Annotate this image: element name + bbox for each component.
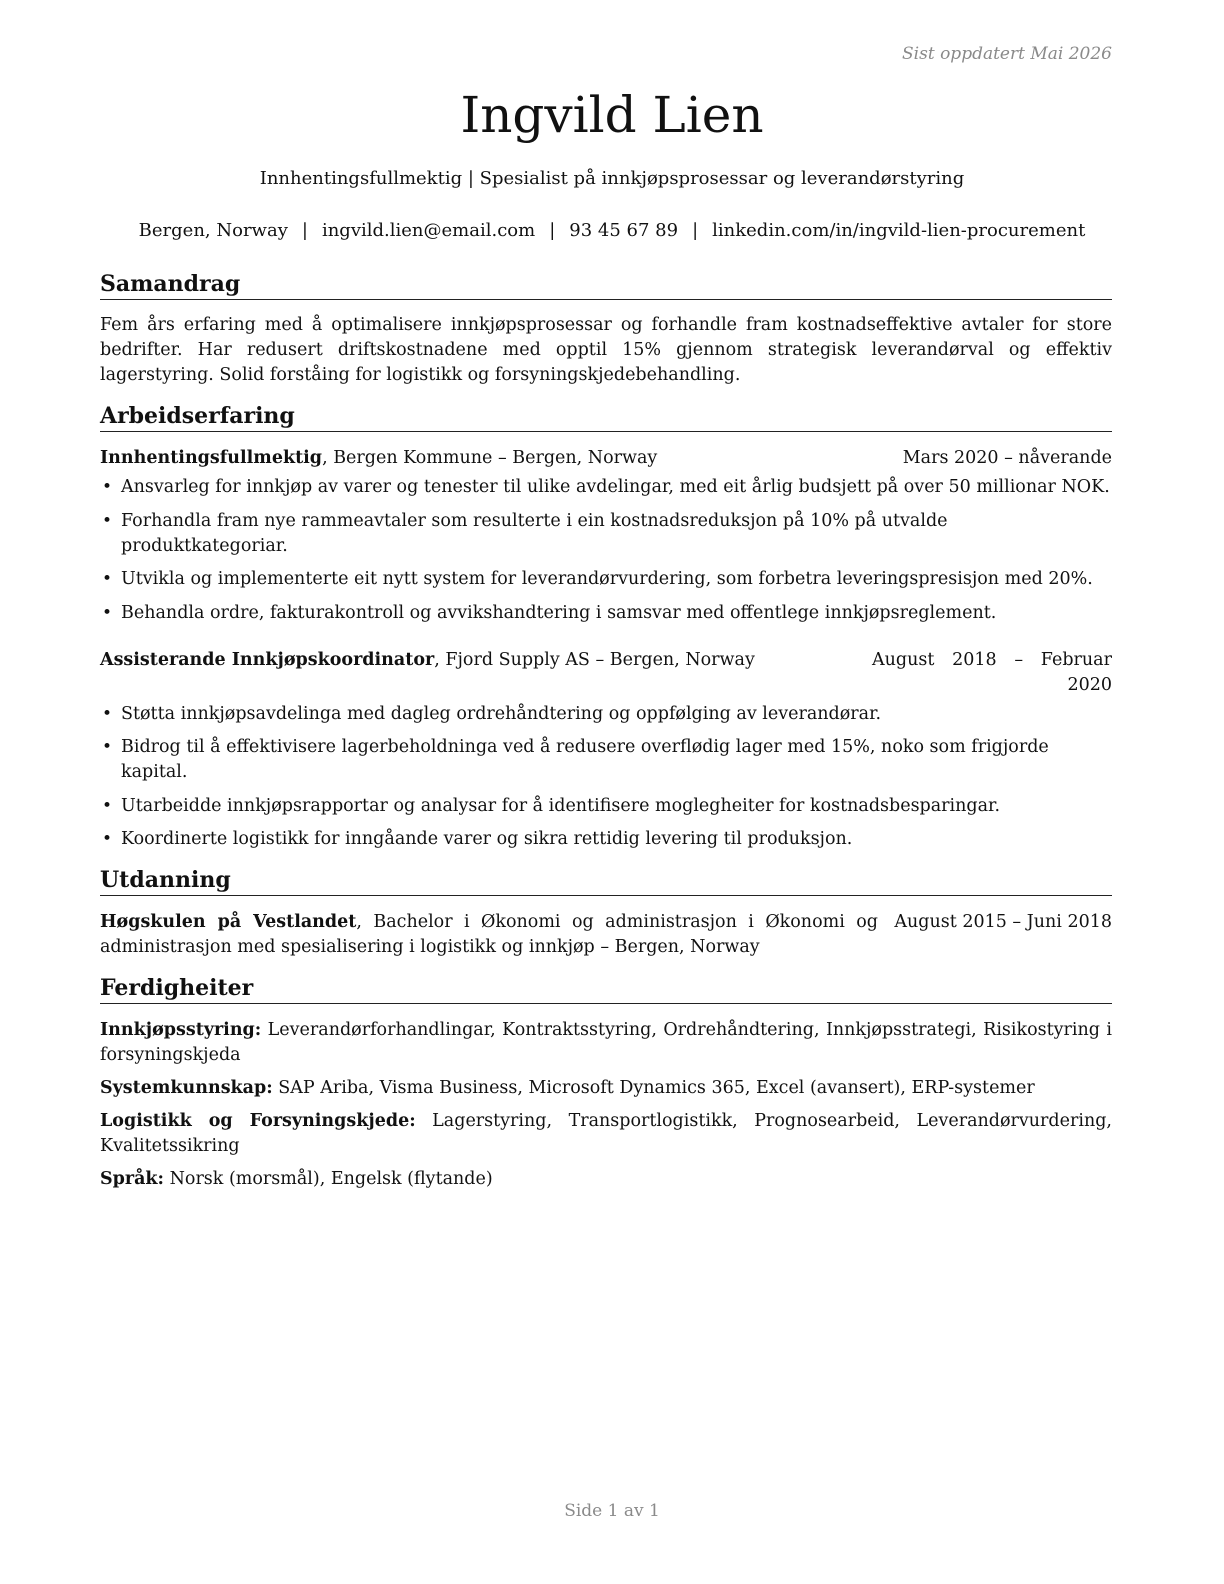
tagline: Innhentingsfullmektig | Spesialist på innkjøpsprosessar og leverandørstyring [259, 168, 965, 189]
job-org: , Fjord Supply AS – Bergen, Norway [434, 649, 755, 670]
skills-list [100, 1018, 1112, 1192]
bullet-text: Utarbeidde innkjøpsrapportar og analysar for å identifisere moglegheiter for kostnadsbesparingar. [121, 795, 1001, 816]
list-item [100, 794, 1112, 819]
bullet-icon: • [102, 829, 113, 849]
bullet-text: Støtta innkjøpsavdelinga med dagleg ordrehåndtering og oppfølging av leverandørar. [121, 703, 882, 724]
job-org: , Bergen Kommune – Bergen, Norway [322, 448, 658, 468]
job-bullets [100, 702, 1112, 853]
job-entry [100, 648, 1112, 853]
resume-body [100, 270, 1112, 1200]
skill-label: Språk: [100, 1169, 165, 1189]
list-item [100, 475, 1112, 500]
bullet-text: Koordinerte logistikk for inngåande varer og sikra rettidig levering til produksjon. [121, 829, 853, 849]
list-item [100, 735, 1112, 785]
skill-value: Norsk (morsmål), Engelsk (flytande) [164, 1169, 493, 1189]
page-number: Side 1 av 1 [564, 1501, 660, 1521]
bullet-text: Behandla ordre, fakturakontroll og avvikshandtering i samsvar med offentlege innkjøpsreglement. [121, 602, 997, 623]
skill-row [100, 1167, 1112, 1192]
section-title-experience: Arbeidserfaring [100, 402, 1112, 432]
contact-separator: | [692, 220, 699, 241]
bullet-text: Ansvarleg for innkjøp av varer og tenester til ulike avdelingar, med eit årlig budsjett på over 50 millionar NOK. [121, 477, 1110, 497]
list-item [100, 827, 1112, 852]
bullet-icon: • [102, 510, 113, 531]
education-dates: August 2015 – Juni 2018 [894, 912, 1112, 932]
skill-row [100, 1109, 1112, 1159]
education-detail: , Bachelor i Økonomi og administrasjon i Økonomi og administrasjon med spesialisering i logistikk og innkjøp – Bergen, Norway [100, 912, 878, 957]
bullet-text: Forhandla fram nye rammeavtaler som resulterte i ein kostnadsreduksjon på 10% på utvalde produktkategoriar. [121, 510, 948, 556]
list-item [100, 567, 1112, 592]
skill-value: Leverandørforhandlingar, Kontraktsstyring, Ordrehåndtering, Innkjøpsstrategi, Risikostyring i forsyningskjeda [100, 1020, 1112, 1065]
section-title-summary: Samandrag [100, 270, 1112, 300]
list-item [100, 509, 1112, 559]
education-school: Høgskulen på Vestlandet [100, 912, 357, 932]
bullet-icon: • [102, 795, 113, 816]
bullet-icon: • [102, 602, 113, 623]
contact-separator: | [549, 220, 556, 241]
list-item [100, 702, 1112, 727]
job-dates: August 2018 – Februar 2020 [872, 649, 1112, 695]
education-entry [100, 910, 1112, 960]
job-dates: Mars 2020 – nåverande [902, 448, 1112, 468]
job-role: Innhentingsfullmektig [100, 448, 323, 468]
skill-value: Lagerstyring, Transportlogistikk, Prognosearbeid, Leverandørvurdering, Kvalitetssikring [100, 1111, 1112, 1156]
section-title-education: Utdanning [100, 866, 1112, 896]
job-header [100, 648, 1112, 698]
bullet-text: Bidrog til å effektivisere lagerbeholdninga ved å redusere overflødig lager med 15%, noko som frigjorde kapital. [121, 737, 1049, 782]
bullet-icon: • [102, 703, 113, 724]
contact-location: Bergen, Norway [138, 220, 288, 241]
list-item [100, 601, 1112, 626]
candidate-name: Ingvild Lien [460, 86, 764, 144]
skill-label: Innkjøpsstyring: [100, 1020, 262, 1040]
contact-line [0, 220, 1224, 241]
bullet-icon: • [102, 737, 113, 757]
skill-row [100, 1076, 1112, 1101]
bullet-text: Utvikla og implementerte eit nytt system for leverandørvurdering, som forbetra leveringspresisjon med 20%. [121, 569, 1093, 589]
contact-linkedin[interactable]: linkedin.com/in/ingvild-lien-procurement [712, 220, 1086, 241]
skill-value: SAP Ariba, Visma Business, Microsoft Dynamics 365, Excel (avansert), ERP-systemer [272, 1078, 1035, 1098]
contact-separator: | [301, 220, 308, 241]
skill-label: Logistikk og Forsyningskjede: [100, 1111, 416, 1131]
job-role: Assisterande Innkjøpskoordinator [100, 649, 435, 670]
job-header [100, 446, 1112, 471]
job-entry [100, 446, 1112, 626]
bullet-icon: • [102, 569, 113, 589]
contact-email[interactable]: ingvild.lien@email.com [321, 220, 536, 241]
skill-label: Systemkunnskap: [100, 1078, 273, 1098]
section-title-skills: Ferdigheiter [100, 974, 1112, 1004]
bullet-icon: • [102, 477, 113, 497]
summary-text: Fem års erfaring med å optimalisere innkjøpsprosessar og forhandle fram kostnadseffektive avtaler for store bedrifter. Har redusert driftskostnadene med opptil 15% gjennom strategisk leverandørval og effektiv lagerstyring. Solid forståing for logistikk og forsyningskjedebehandling. [100, 315, 1112, 385]
contact-phone: 93 45 67 89 [569, 220, 679, 241]
job-bullets [100, 475, 1112, 626]
skill-row [100, 1018, 1112, 1068]
last-updated-note: Sist oppdatert Mai 2026 [902, 44, 1112, 64]
